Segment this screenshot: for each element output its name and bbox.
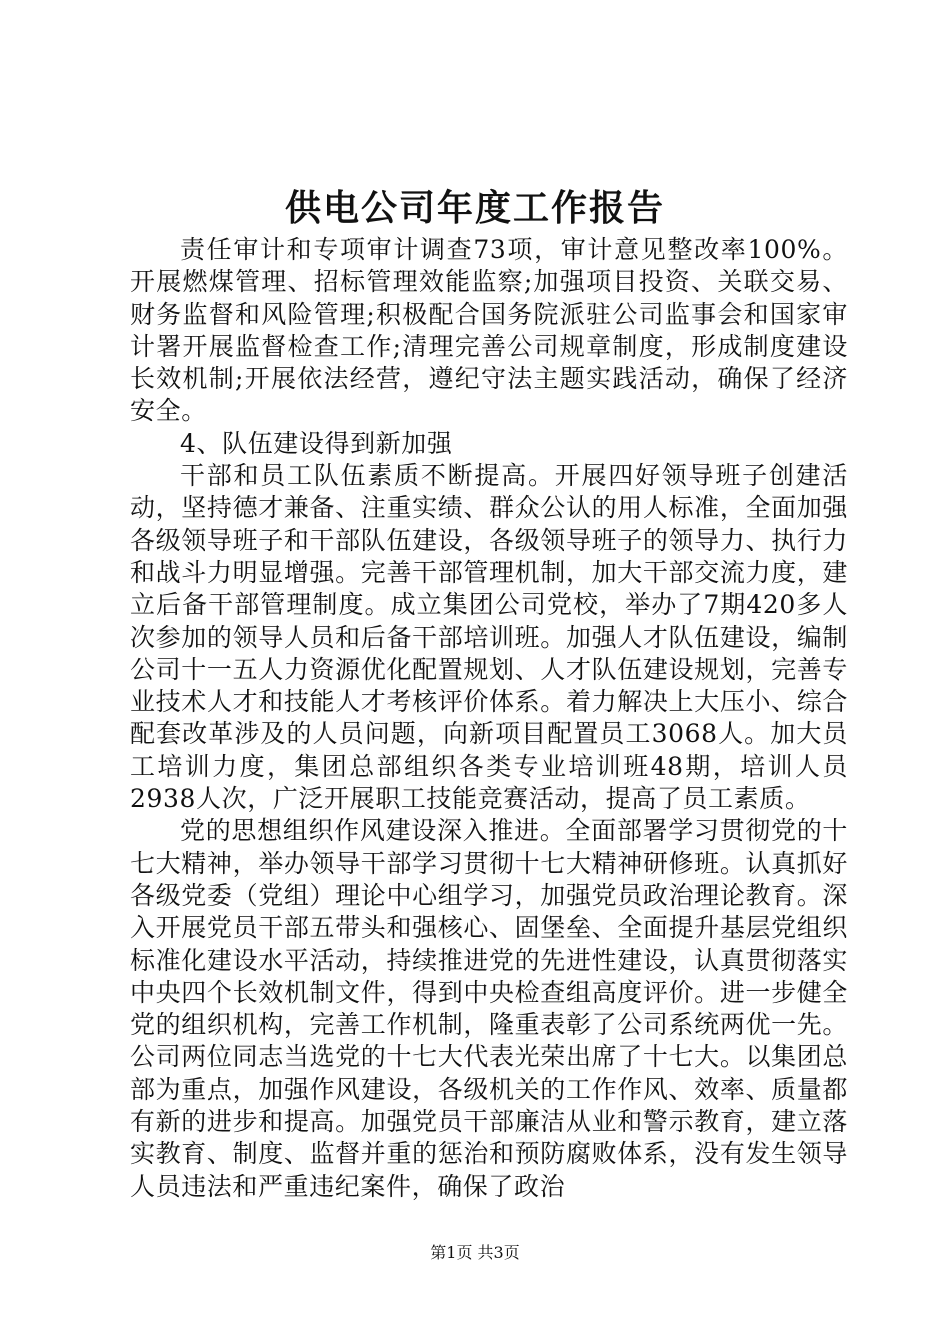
page-footer: 第1页 共3页: [430, 1243, 520, 1262]
document-title: 供电公司年度工作报告: [284, 187, 665, 229]
section-heading-team-building: 4、队伍建设得到新加强: [180, 428, 453, 458]
document-body: [130, 234, 848, 1203]
paragraph-cadre-staff: 干部和员工队伍素质不断提高。开展四好领导班子创建活动，坚持德才兼备、注重实绩、群众公认的用人标准，全面加强各级领导班子和干部队伍建设，各级领导班子的领导力、执行力和战斗力明显增强。完善干部管理机制，加大干部交流力度，建立后备干部管理制度。成立集团公司党校，举办了7期420多人次参加的领导人员和后备干部培训班。加强人才队伍建设，编制公司十一五人力资源优化配置规划、人才队伍建设规划，完善专业技术人才和技能人才考核评价体系。着力解决上大压小、综合配套改革涉及的人员问题，向新项目配置员工3068人。加大员工培训力度，集团总部组织各类专业培训班48期，培训人员2938人次，广泛开展职工技能竞赛活动，提高了员工素质。: [130, 461, 848, 814]
paragraph-party-building: 党的思想组织作风建设深入推进。全面部署学习贯彻党的十七大精神，举办领导干部学习贯彻十七大精神研修班。认真抓好各级党委（党组）理论中心组学习，加强党员政治理论教育。深入开展党员干部五带头和强核心、固堡垒、全面提升基层党组织标准化建设水平活动，持续推进党的先进性建设，认真贯彻落实中央四个长效机制文件，得到中央检查组高度评价。进一步健全党的组织机构，完善工作机制，隆重表彰了公司系统两优一先。公司两位同志当选党的十七大代表光荣出席了十七大。以集团总部为重点，加强作风建设，各级机关的工作作风、效率、质量都有新的进步和提高。加强党员干部廉洁从业和警示教育，建立落实教育、制度、监督并重的惩治和预防腐败体系，没有发生领导人员违法和严重违纪案件，确保了政治: [130, 816, 848, 1201]
paragraph-audit: 责任审计和专项审计调查73项，审计意见整改率100%。开展燃煤管理、招标管理效能监察;加强项目投资、关联交易、财务监督和风险管理;积极配合国务院派驻公司监事会和国家审计署开展监督检查工作;清理完善公司规章制度，形成制度建设长效机制;开展依法经营，遵纪守法主题实践活动，确保了经济安全。: [130, 235, 848, 426]
